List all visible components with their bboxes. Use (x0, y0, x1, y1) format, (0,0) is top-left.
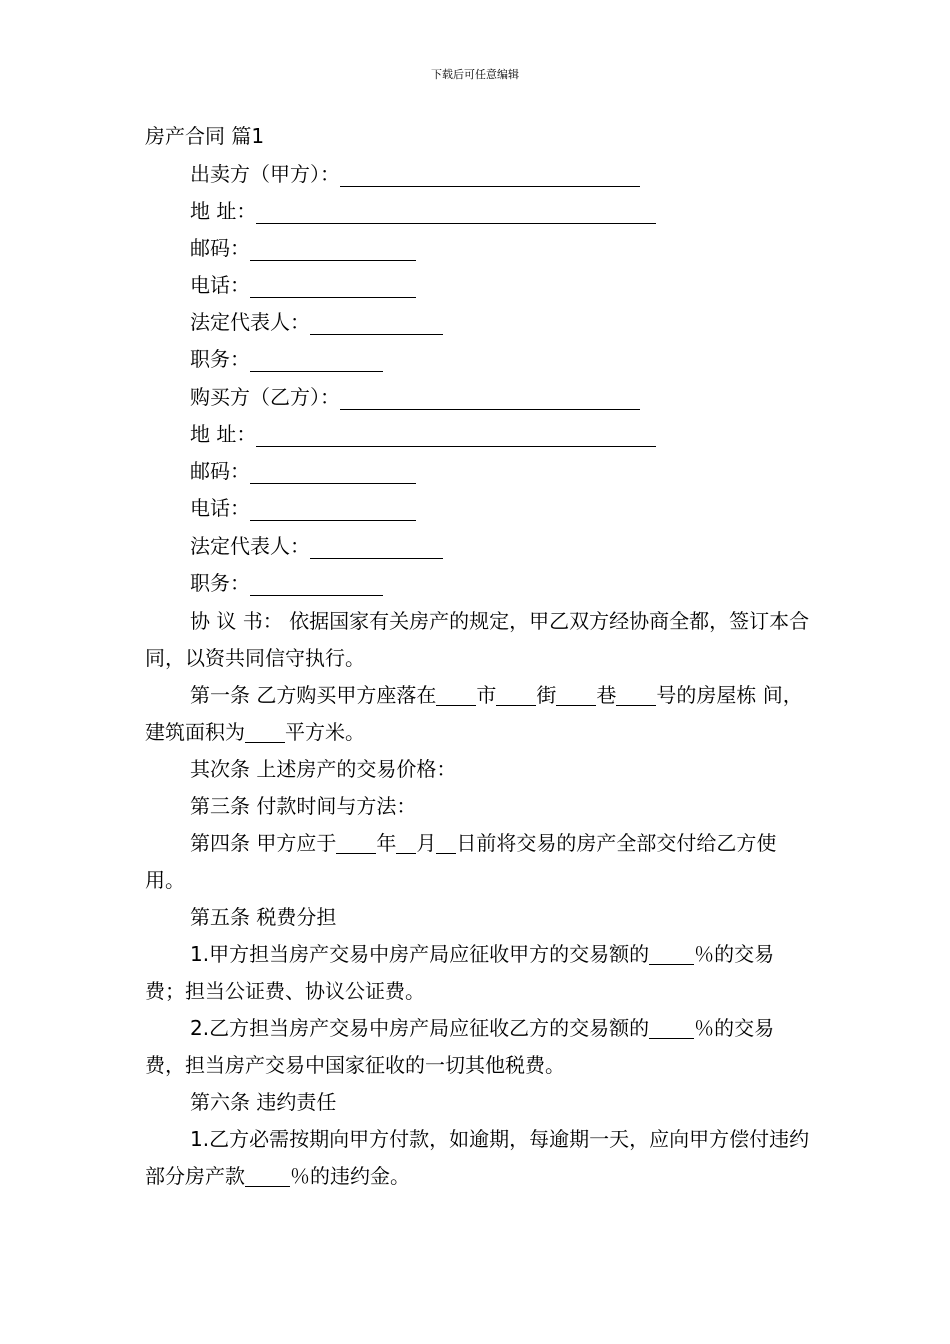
buyer-rate-blank[interactable] (649, 1018, 694, 1039)
agreement-text: 协 议 书： 依据国家有关房产的规定，甲乙双方经协商全都，签订本合同，以资共同信守执行。 (145, 609, 810, 670)
buyer-postcode-label: 邮码： (190, 459, 250, 483)
seller-address-field (190, 197, 656, 225)
article-5-2-rest: ％的交易费，担当房产交易中国家征收的一切其他税费。 (145, 1016, 775, 1077)
number-blank[interactable] (616, 685, 656, 706)
buyer-rep-blank[interactable] (310, 536, 443, 559)
seller-address-label: 地 址： (190, 199, 257, 223)
buyer-rep-label: 法定代表人： (190, 534, 310, 558)
seller-phone-label: 电话： (190, 273, 250, 297)
article-1 (145, 677, 810, 751)
seller-postcode-blank[interactable] (250, 238, 416, 261)
article-5-1-lead: 1.甲方担当房产交易中房产局应征收甲方的交易额的 (190, 942, 650, 966)
article-3 (145, 788, 810, 825)
seller-address-blank[interactable] (256, 201, 656, 224)
buyer-phone-label: 电话： (190, 496, 250, 520)
city-blank[interactable] (436, 685, 476, 706)
article-4-rest: 日前将交易的房产全部交付给乙方使用。 (145, 831, 777, 892)
buyer-name-blank[interactable] (340, 387, 640, 410)
street-blank[interactable] (496, 685, 536, 706)
article-5-text: 第五条 税费分担 (190, 905, 337, 929)
article-2-text: 其次条 上述房产的交易价格： (190, 757, 457, 781)
seller-phone-field (190, 271, 416, 299)
lane-blank[interactable] (556, 685, 596, 706)
buyer-phone-field (190, 494, 416, 522)
buyer-name-field (190, 383, 640, 411)
article-5-2-lead: 2.乙方担当房产交易中房产局应征收乙方的交易额的 (190, 1016, 650, 1040)
month-label: 月 (416, 831, 437, 855)
seller-rep-field (190, 308, 443, 336)
buyer-phone-blank[interactable] (250, 498, 416, 521)
article-5 (145, 899, 810, 936)
article-6 (145, 1084, 810, 1121)
seller-postcode-label: 邮码： (190, 236, 250, 260)
seller-postcode-field (190, 234, 416, 262)
seller-position-blank[interactable] (250, 349, 383, 372)
article-6-item-1 (145, 1121, 810, 1195)
article-6-1-rest: ％的违约金。 (290, 1164, 410, 1188)
seller-position-label: 职务： (190, 347, 250, 371)
seller-label: 出卖方（甲方）： (190, 162, 340, 186)
buyer-position-field (190, 569, 383, 597)
article-2 (145, 751, 810, 788)
seller-rep-label: 法定代表人： (190, 310, 310, 334)
area-blank[interactable] (245, 722, 285, 743)
penalty-rate-blank[interactable] (245, 1166, 290, 1187)
seller-name-blank[interactable] (340, 164, 640, 187)
buyer-postcode-field (190, 457, 416, 485)
article-5-item-2 (145, 1010, 810, 1084)
area-unit: 平方米。 (285, 720, 365, 744)
seller-rate-blank[interactable] (649, 944, 694, 965)
day-blank[interactable] (436, 833, 456, 854)
seller-name-field (190, 160, 640, 188)
article-6-text: 第六条 违约责任 (190, 1090, 337, 1114)
header-note: 下载后可任意编辑 (431, 68, 519, 81)
article-4-lead: 第四条 甲方应于 (190, 831, 337, 855)
article-1-lead: 第一条 乙方购买甲方座落在 (190, 683, 437, 707)
article-3-text: 第三条 付款时间与方法： (190, 794, 417, 818)
year-label: 年 (376, 831, 397, 855)
article-5-item-1 (145, 936, 810, 1010)
article-6-1-lead: 1.乙方必需按期向甲方付款，如逾期，每逾期一天，应向甲方偿付违约部分房产款 (145, 1127, 810, 1188)
buyer-rep-field (190, 532, 443, 560)
buyer-address-field (190, 420, 656, 448)
city-label: 市 (476, 683, 497, 707)
article-4 (145, 825, 810, 899)
buyer-address-blank[interactable] (256, 424, 656, 447)
article-5-1-rest: ％的交易费；担当公证费、协议公证费。 (145, 942, 775, 1003)
doc-title: 房产合同 篇1 (145, 124, 265, 148)
seller-rep-blank[interactable] (310, 312, 443, 335)
buyer-position-label: 职务： (190, 571, 250, 595)
lane-label: 巷 (596, 683, 617, 707)
street-label: 街 (536, 683, 557, 707)
agreement-paragraph (145, 603, 810, 677)
article-1-house: 号的房屋栋 间，建筑面积为 (145, 683, 803, 744)
buyer-label: 购买方（乙方）： (190, 385, 340, 409)
year-blank[interactable] (336, 833, 376, 854)
month-blank[interactable] (396, 833, 416, 854)
buyer-address-label: 地 址： (190, 422, 257, 446)
seller-phone-blank[interactable] (250, 275, 416, 298)
buyer-position-blank[interactable] (250, 573, 383, 596)
seller-position-field (190, 345, 383, 373)
buyer-postcode-blank[interactable] (250, 461, 416, 484)
